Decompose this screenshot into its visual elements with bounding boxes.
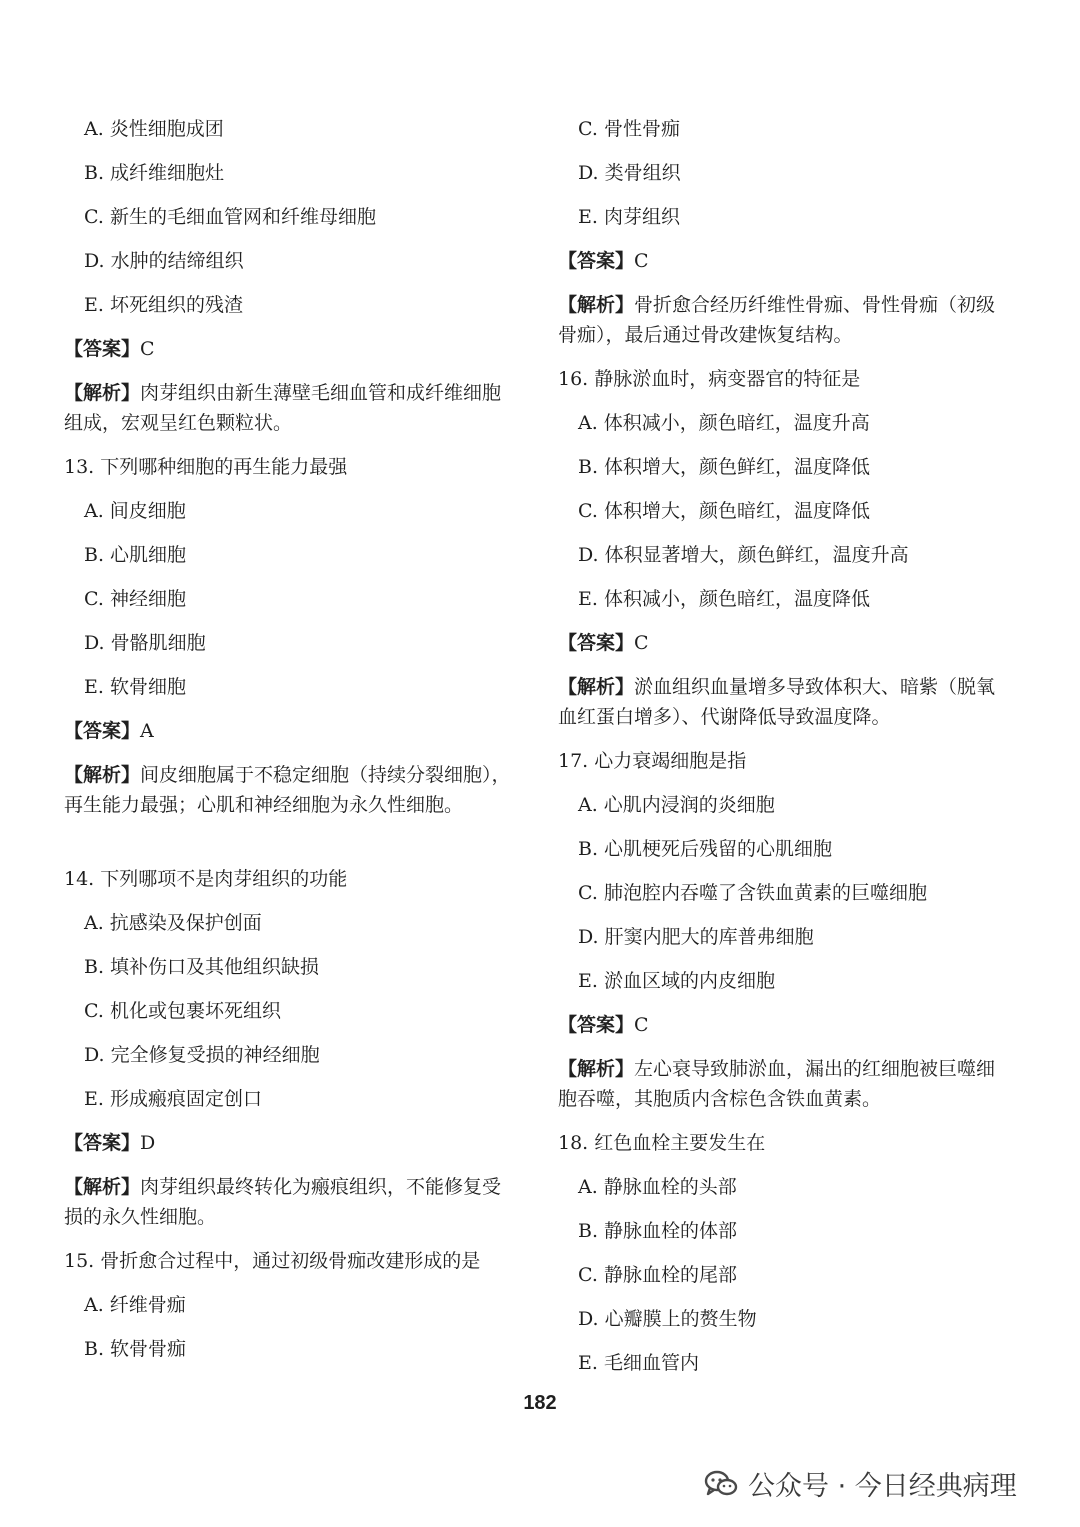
q16-option-e: E. 体积减小，颜色暗红，温度降低 <box>578 588 870 610</box>
q13-answer <box>64 716 154 746</box>
page-number: 182 <box>523 1392 557 1414</box>
q12-option-d: D. 水肿的结缔组织 <box>84 250 244 272</box>
answer-value: D <box>140 1132 156 1154</box>
q14-analysis <box>64 1172 514 1232</box>
q13-stem: 13. 下列哪种细胞的再生能力最强 <box>64 456 348 478</box>
answer-tag: 【答案】 <box>558 250 635 272</box>
q14-option-b: B. 填补伤口及其他组织缺损 <box>84 956 320 978</box>
analysis-tag: 【解析】 <box>558 1058 635 1080</box>
q13-analysis <box>64 760 514 820</box>
q13-option-e: E. 软骨细胞 <box>84 676 186 698</box>
watermark <box>704 1464 1017 1503</box>
q18-stem: 18. 红色血栓主要发生在 <box>558 1132 766 1154</box>
q13-option-d: D. 骨骼肌细胞 <box>84 632 206 654</box>
q16-option-d: D. 体积显著增大，颜色鲜红，温度升高 <box>578 544 909 566</box>
analysis-tag: 【解析】 <box>558 294 635 316</box>
analysis-tag: 【解析】 <box>64 764 141 786</box>
q17-option-d: D. 肝窦内肥大的库普弗细胞 <box>578 926 814 948</box>
q15-option-a: A. 纤维骨痂 <box>84 1294 186 1316</box>
q16-analysis <box>558 672 1008 732</box>
q16-answer <box>558 628 649 658</box>
q18-option-b: B. 静脉血栓的体部 <box>578 1220 738 1242</box>
q15-option-d: D. 类骨组织 <box>578 162 681 184</box>
q16-option-b: B. 体积增大，颜色鲜红，温度降低 <box>578 456 871 478</box>
q15-answer <box>558 246 649 276</box>
q15-option-b: B. 软骨骨痂 <box>84 1338 187 1360</box>
q12-option-c: C. 新生的毛细血管网和纤维母细胞 <box>84 206 376 228</box>
answer-value: C <box>140 338 155 360</box>
q17-option-b: B. 心肌梗死后残留的心肌细胞 <box>578 838 833 860</box>
answer-tag: 【答案】 <box>64 1132 141 1154</box>
q17-option-c: C. 肺泡腔内吞噬了含铁血黄素的巨噬细胞 <box>578 882 927 904</box>
q12-option-b: B. 成纤维细胞灶 <box>84 162 225 184</box>
q14-answer <box>64 1128 155 1158</box>
q15-option-e: E. 肉芽组织 <box>578 206 680 228</box>
analysis-text: 淤血组织血量增多导致体积大、暗紫（脱氧血红蛋白增多）、代谢降低导致温度降。 <box>558 676 996 728</box>
answer-value: A <box>140 720 154 742</box>
q18-option-a: A. 静脉血栓的头部 <box>578 1176 737 1198</box>
q15-stem: 15. 骨折愈合过程中，通过初级骨痂改建形成的是 <box>64 1250 481 1272</box>
q16-option-a: A. 体积减小，颜色暗红，温度升高 <box>578 412 870 434</box>
analysis-text: 骨折愈合经历纤维性骨痂、骨性骨痂（初级骨痂），最后通过骨改建恢复结构。 <box>558 294 996 346</box>
q16-option-c: C. 体积增大，颜色暗红，温度降低 <box>578 500 870 522</box>
q12-analysis <box>64 378 514 438</box>
analysis-tag: 【解析】 <box>64 382 141 404</box>
q14-option-e: E. 形成瘢痕固定创口 <box>84 1088 262 1110</box>
q12-option-e: E. 坏死组织的残渣 <box>84 294 243 316</box>
q14-option-d: D. 完全修复受损的神经细胞 <box>84 1044 320 1066</box>
q15-analysis <box>558 290 1008 350</box>
analysis-text: 左心衰导致肺淤血，漏出的红细胞被巨噬细胞吞噬，其胞质内含棕色含铁血黄素。 <box>558 1058 996 1110</box>
answer-tag: 【答案】 <box>558 632 635 654</box>
q17-option-e: E. 淤血区域的内皮细胞 <box>578 970 775 992</box>
q12-option-a: A. 炎性细胞成团 <box>84 118 224 140</box>
q14-option-c: C. 机化或包裹坏死组织 <box>84 1000 281 1022</box>
analysis-text: 肉芽组织最终转化为瘢痕组织，不能修复受损的永久性细胞。 <box>64 1176 502 1228</box>
q17-stem: 17. 心力衰竭细胞是指 <box>558 750 747 772</box>
answer-tag: 【答案】 <box>558 1014 635 1036</box>
answer-value: C <box>634 250 649 272</box>
answer-value: C <box>634 632 649 654</box>
analysis-text: 肉芽组织由新生薄壁毛细血管和成纤维细胞组成，宏观呈红色颗粒状。 <box>64 382 502 434</box>
q17-answer <box>558 1010 649 1040</box>
q13-option-a: A. 间皮细胞 <box>84 500 186 522</box>
q18-option-e: E. 毛细血管内 <box>578 1352 699 1374</box>
q13-option-b: B. 心肌细胞 <box>84 544 187 566</box>
q12-answer <box>64 334 155 364</box>
q17-option-a: A. 心肌内浸润的炎细胞 <box>578 794 775 816</box>
analysis-tag: 【解析】 <box>558 676 635 698</box>
q15-option-c: C. 骨性骨痂 <box>578 118 680 140</box>
q17-analysis <box>558 1054 1008 1114</box>
q16-stem: 16. 静脉淤血时，病变器官的特征是 <box>558 368 861 390</box>
q18-option-c: C. 静脉血栓的尾部 <box>578 1264 737 1286</box>
q13-option-c: C. 神经细胞 <box>84 588 186 610</box>
analysis-tag: 【解析】 <box>64 1176 141 1198</box>
watermark-text: 公众号 · 今日经典病理 <box>748 1471 1017 1502</box>
q14-stem: 14. 下列哪项不是肉芽组织的功能 <box>64 868 348 890</box>
q18-option-d: D. 心瓣膜上的赘生物 <box>578 1308 757 1330</box>
analysis-text: 间皮细胞属于不稳定细胞（持续分裂细胞），再生能力最强；心肌和神经细胞为永久性细胞。 <box>64 764 511 816</box>
answer-tag: 【答案】 <box>64 338 141 360</box>
wechat-icon <box>704 1469 738 1499</box>
q14-option-a: A. 抗感染及保护创面 <box>84 912 262 934</box>
answer-value: C <box>634 1014 649 1036</box>
answer-tag: 【答案】 <box>64 720 141 742</box>
